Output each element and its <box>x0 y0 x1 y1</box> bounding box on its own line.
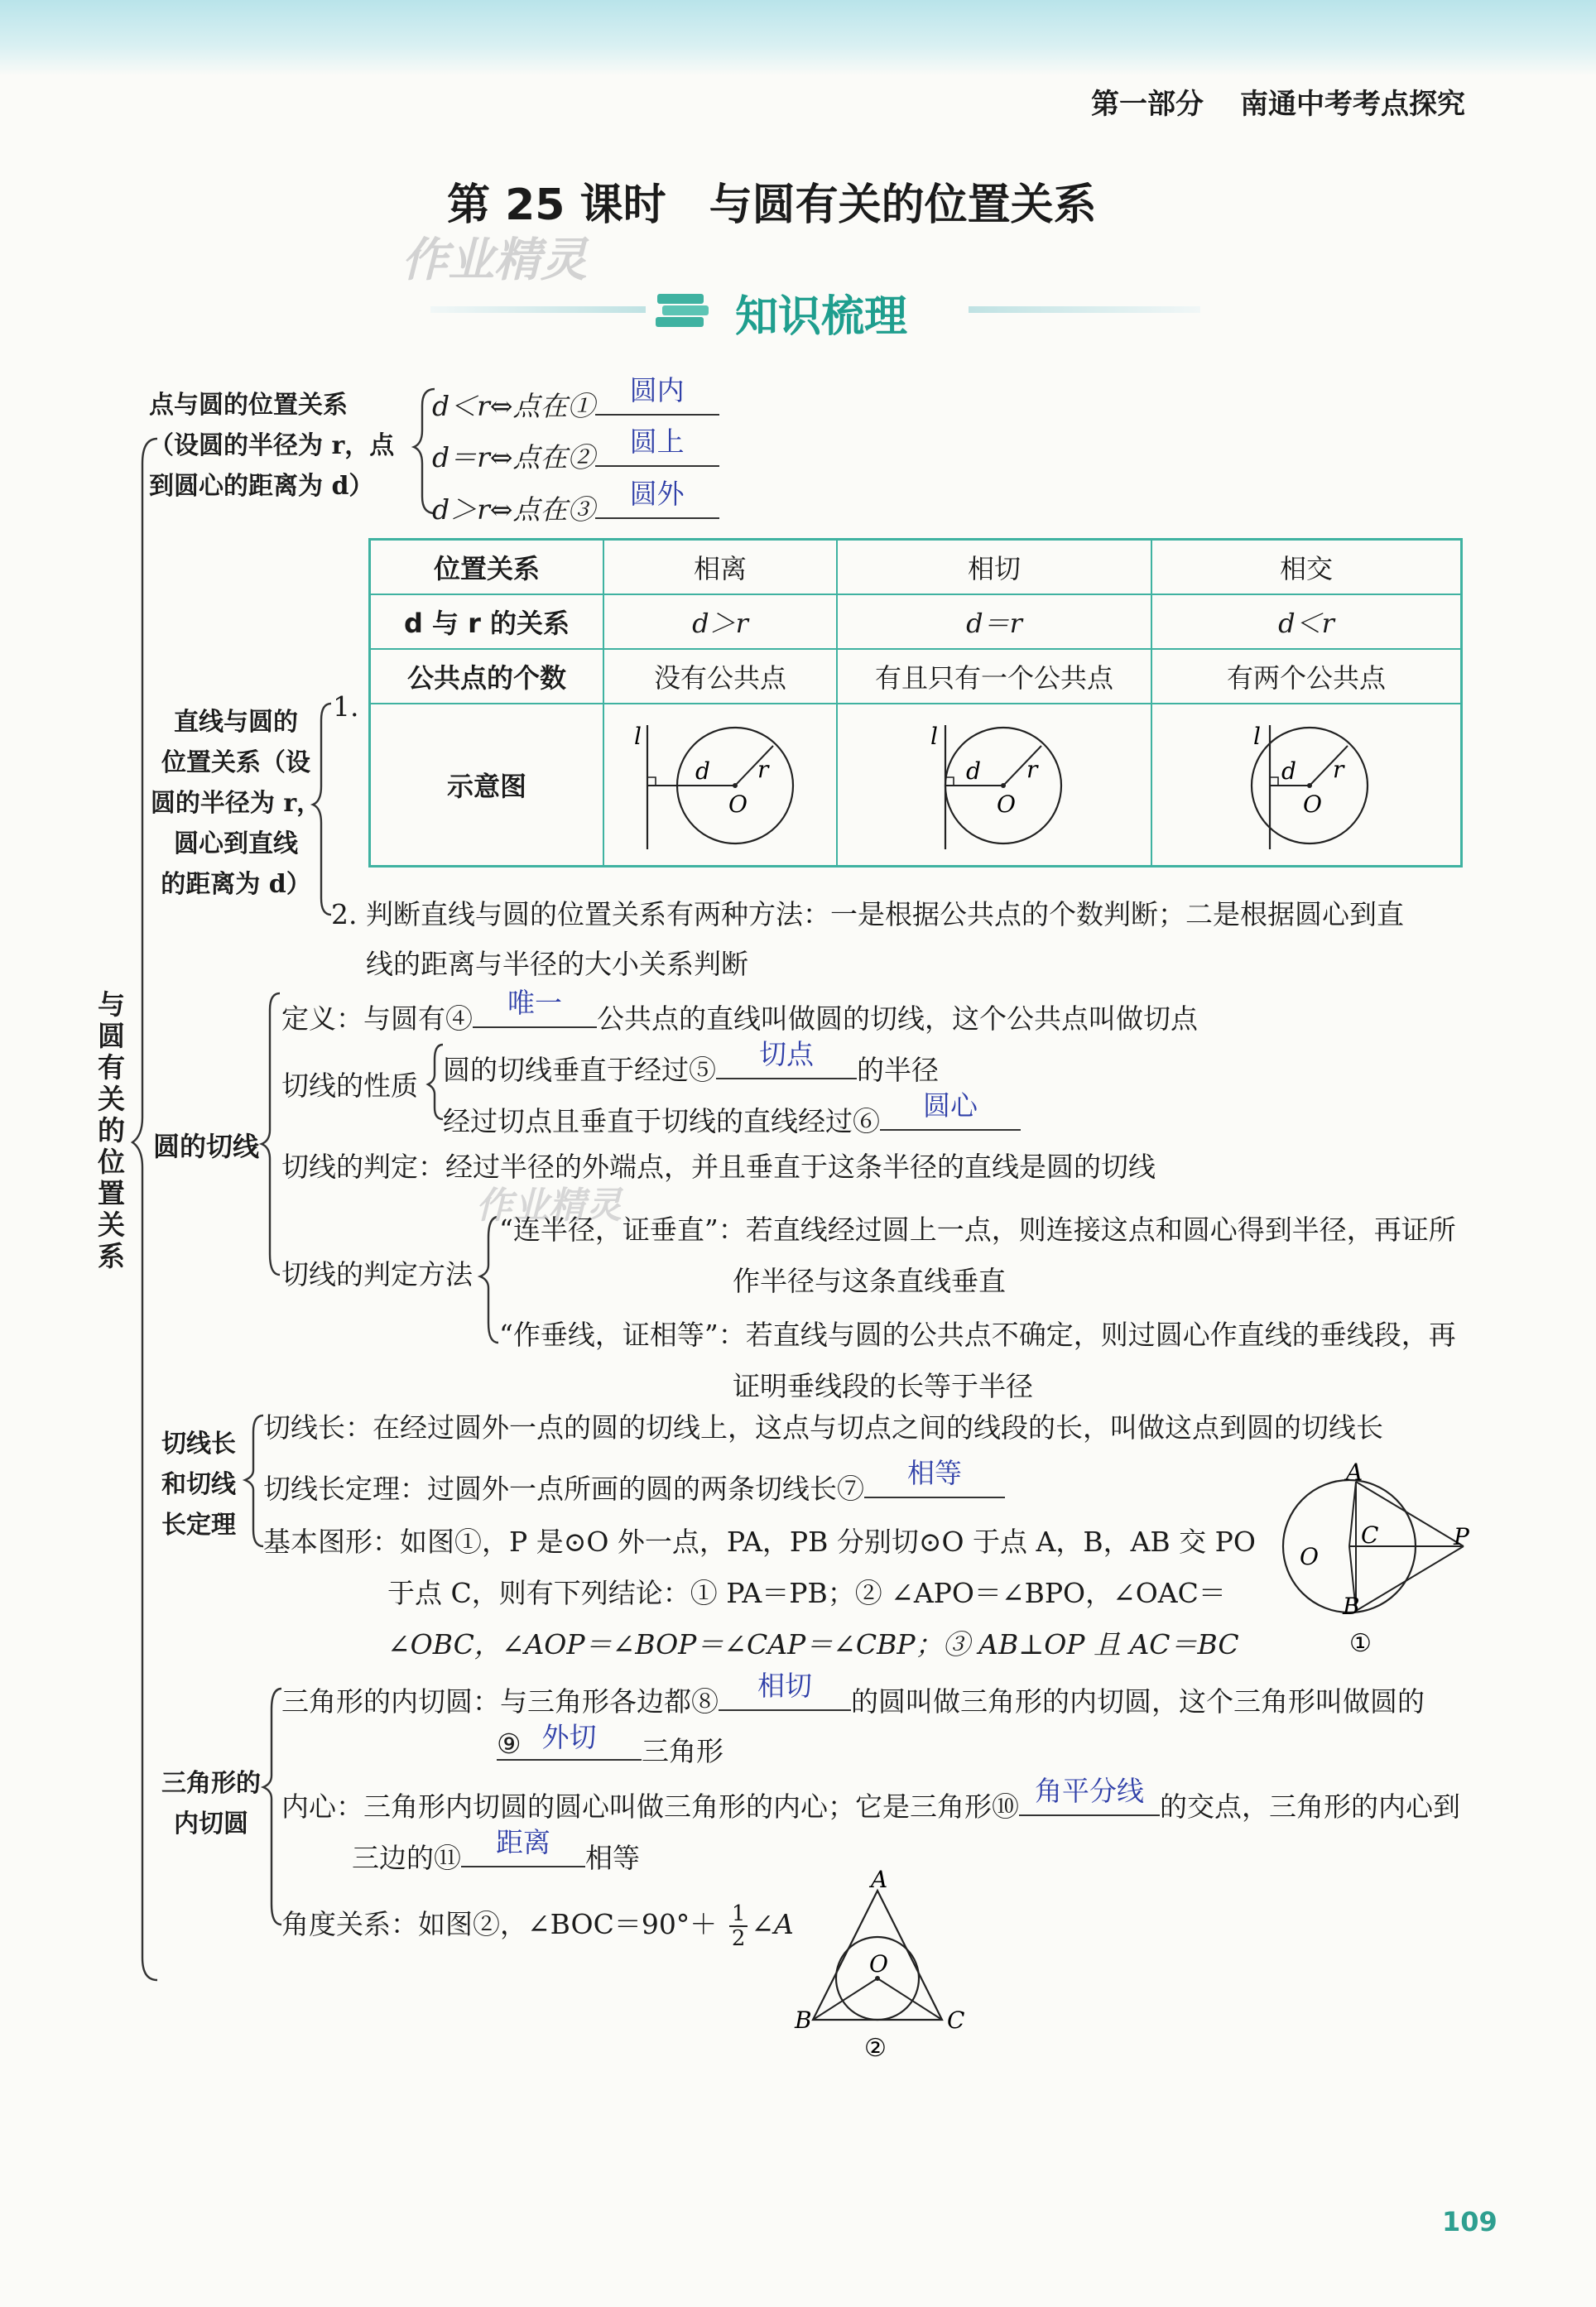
tanlen-def: 切线长：在经过圆外一点的圆的切线上，这点与切点之间的线段的长，叫做这点到圆的切线长 <box>263 1411 1383 1444</box>
tangent-method1 <box>499 1204 1456 1307</box>
text: 经过切点且垂直于切线的直线经过⑥ <box>443 1105 880 1137</box>
fig-label-B: B <box>1343 1593 1360 1620</box>
answer-text: 距离 <box>496 1826 550 1858</box>
point-row-cond: d＜r⇔点在① <box>432 390 595 422</box>
tanlen-theorem <box>263 1457 1005 1506</box>
page-title: 第 25 课时 与圆有关的位置关系 <box>447 180 1097 230</box>
table-cell: 相离 <box>603 540 837 595</box>
fig-label-O: O <box>1300 1543 1319 1570</box>
line-note-line: 2. 判断直线与圆的位置关系有两种方法：一是根据公共点的个数判断；二是根据圆心到直 <box>331 898 1404 930</box>
answer-blank[interactable] <box>719 1670 851 1711</box>
text: 公共点的直线叫做圆的切线，这个公共点叫做切点 <box>597 1002 1198 1035</box>
line-label-line: 位置关系（设 <box>161 748 310 777</box>
page-number: 109 <box>1442 2206 1497 2237</box>
tanlen-label-line: 和切线 <box>161 1470 236 1499</box>
table-cell-diagram <box>1151 704 1462 867</box>
fig-label-C: C <box>947 2007 965 2034</box>
method-line: “作垂线，证相等”：若直线与圆的公共点不确定，则过圆心作直线的垂线段，再 <box>499 1319 1456 1351</box>
answer-blank[interactable] <box>461 1826 585 1867</box>
answer-text: 圆内 <box>629 374 685 406</box>
method-line: “连半径，证垂直”：若直线经过圆上一点，则连接这点和圆心得到半径，再证所 <box>499 1214 1456 1246</box>
fig-label-r: r <box>1333 756 1344 783</box>
fig-label-r: r <box>757 756 769 783</box>
point-row <box>432 425 719 474</box>
fig-label-d: d <box>1281 757 1296 785</box>
figure-2 <box>795 1866 965 2063</box>
table-cell: d＝r <box>837 594 1151 649</box>
header-section: 第一部分 <box>1091 88 1204 121</box>
table-row <box>370 540 1462 595</box>
point-label <box>149 385 422 507</box>
table-cell: d 与 r 的关系 <box>370 594 604 649</box>
fig-label-r: r <box>1026 756 1038 783</box>
answer-blank[interactable] <box>880 1089 1021 1131</box>
tangent-diagram <box>838 704 1151 865</box>
fig-label-O: O <box>869 1950 888 1978</box>
item-number: 1. <box>333 690 359 723</box>
tanlen-label-line: 长定理 <box>161 1511 236 1540</box>
incircle-label-line: 内切圆 <box>174 1810 248 1838</box>
fig-label-O: O <box>997 791 1016 818</box>
fraction <box>729 1902 748 1950</box>
answer-text: 相切 <box>757 1670 812 1702</box>
text: 的交点，三角形的内心到 <box>1160 1790 1460 1823</box>
point-label-line: 到圆心的距离为 d） <box>149 472 374 501</box>
root-label: 与圆有关的位置关系 <box>98 988 125 1272</box>
fig-label-l: l <box>634 723 642 750</box>
point-label-line: 点与圆的位置关系 <box>149 391 348 420</box>
fig-label-C: C <box>1361 1521 1379 1549</box>
text: ∠A <box>751 1908 794 1940</box>
fraction-denominator: 2 <box>731 1926 746 1951</box>
fig-label-d: d <box>966 757 981 785</box>
text: 三角形的内切圆：与三角形各边都⑧ <box>281 1685 719 1718</box>
fig-label-l: l <box>930 723 938 750</box>
underline <box>497 1759 642 1761</box>
fig-label-l: l <box>1253 723 1261 750</box>
line-label-line: 圆心到直线 <box>174 829 298 858</box>
section-heading: 知识梳理 <box>735 292 908 342</box>
table-cell: 没有公共点 <box>603 649 837 704</box>
table-cell: d＜r <box>1151 594 1462 649</box>
incircle-center <box>281 1775 1460 1824</box>
basic-line: 于点 C，则有下列结论：① PA＝PB；② ∠APO＝∠BPO，∠OAC＝ <box>387 1577 1226 1609</box>
table-cell: 位置关系 <box>370 540 604 595</box>
table-cell-diagram <box>837 704 1151 867</box>
table-cell: 有且只有一个公共点 <box>837 649 1151 704</box>
text: ⑨ <box>497 1728 522 1760</box>
text: 角度关系：如图②，∠BOC＝90°＋ <box>281 1908 718 1940</box>
point-label-line: （设圆的半径为 r，点 <box>149 431 395 460</box>
text: 圆的切线垂直于经过⑤ <box>443 1054 716 1086</box>
text: 相等 <box>585 1842 640 1874</box>
line-note <box>331 890 1404 989</box>
watermark: 作业精灵 <box>401 233 587 287</box>
answer-blank[interactable] <box>595 425 719 467</box>
fig-number: ① <box>1349 1629 1372 1658</box>
point-row-cond: d＝r⇔点在② <box>432 441 595 473</box>
answer-blank[interactable] <box>595 374 719 416</box>
table-cell: 公共点的个数 <box>370 649 604 704</box>
tangent-method-label: 切线的判定方法 <box>281 1258 473 1290</box>
answer-text: 圆外 <box>629 478 685 510</box>
table-cell: d＞r <box>603 594 837 649</box>
answer-blank[interactable] <box>864 1457 1005 1498</box>
line-label-line: 圆的半径为 r， <box>150 789 322 818</box>
incircle-center-b <box>352 1826 640 1875</box>
tanlen-label-line: 切线长 <box>161 1430 236 1459</box>
table-cell: 示意图 <box>370 704 604 867</box>
table-cell: 有两个公共点 <box>1151 649 1462 704</box>
watermark-small: 作业精灵 <box>476 1185 622 1227</box>
answer-blank[interactable] <box>716 1038 857 1079</box>
incircle-def-b <box>497 1721 723 1768</box>
tangent-judge: 切线的判定：经过半径的外端点，并且垂直于这条半径的直线是圆的切线 <box>281 1151 1156 1183</box>
answer-text: 圆心 <box>923 1089 978 1122</box>
text: 定义：与圆有④ <box>281 1002 473 1035</box>
method-line: 作半径与这条直线垂直 <box>733 1265 1006 1297</box>
fig-label-A: A <box>871 1866 888 1893</box>
table-row <box>370 594 1462 649</box>
text: 的半径 <box>857 1054 939 1086</box>
incircle-def <box>281 1670 1425 1718</box>
tanlen-basic <box>263 1516 1256 1670</box>
text: 内心：三角形内切圆的圆心叫做三角形的内心；它是三角形⑩ <box>281 1790 1019 1823</box>
separate-diagram <box>604 704 836 865</box>
answer-blank[interactable] <box>595 478 719 519</box>
incircle-angle <box>281 1902 794 1950</box>
method-line: 证明垂线段的长等于半径 <box>733 1370 1033 1402</box>
text: 的圆叫做三角形的内切圆，这个三角形叫做圆的 <box>851 1685 1425 1718</box>
tangent-prop1 <box>443 1038 939 1087</box>
figure-1 <box>1258 1459 1473 1664</box>
answer-text: 外切 <box>541 1721 597 1753</box>
point-row-cond: d＞r⇔点在③ <box>432 493 595 526</box>
table-cell: 相切 <box>837 540 1151 595</box>
tanlen-label <box>149 1424 248 1545</box>
table-row <box>370 649 1462 704</box>
line-note-line: 线的距离与半径的大小关系判断 <box>366 948 748 980</box>
point-row <box>432 374 719 423</box>
table-cell-diagram <box>603 704 837 867</box>
tangent-prop2 <box>443 1089 1021 1138</box>
line-label-line: 的距离为 d） <box>161 870 311 899</box>
answer-blank[interactable] <box>473 987 597 1028</box>
answer-text: 圆上 <box>629 425 685 458</box>
fig-label-d: d <box>695 757 710 785</box>
tangent-prop-label: 切线的性质 <box>281 1069 418 1102</box>
intersect-diagram <box>1152 704 1467 865</box>
line-label-line: 直线与圆的 <box>174 708 298 737</box>
fig-number: ② <box>864 2034 887 2063</box>
tangent-def <box>281 987 1198 1036</box>
fraction-numerator: 1 <box>729 1902 748 1927</box>
line-label <box>149 702 323 905</box>
answer-text: 角平分线 <box>1035 1775 1144 1807</box>
table-cell: 相交 <box>1151 540 1462 595</box>
text: 切线长定理：过圆外一点所画的圆的两条切线长⑦ <box>263 1473 864 1505</box>
header-subtitle: 南通中考考点探究 <box>1240 88 1465 121</box>
answer-blank[interactable] <box>1019 1775 1160 1816</box>
answer-blank[interactable] <box>497 1721 642 1761</box>
fig-label-O: O <box>728 791 748 818</box>
incircle-label <box>149 1763 273 1844</box>
point-row <box>432 478 719 526</box>
tangent-label: 圆的切线 <box>153 1131 260 1162</box>
table-row <box>370 704 1462 867</box>
text: 三角形 <box>642 1735 723 1767</box>
answer-text: 切点 <box>759 1038 814 1070</box>
text: 三边的⑪ <box>352 1842 461 1874</box>
fig-label-A: A <box>1346 1459 1363 1486</box>
tangent-method2 <box>499 1310 1456 1412</box>
answer-text: 唯一 <box>507 987 562 1019</box>
incircle-label-line: 三角形的 <box>161 1769 261 1798</box>
answer-text: 相等 <box>907 1457 962 1489</box>
basic-line: ∠OBC，∠AOP＝∠BOP＝∠CAP＝∠CBP；③ AB⊥OP 且 AC＝BC <box>387 1628 1239 1661</box>
relation-table <box>368 538 1463 868</box>
fig-label-B: B <box>795 2007 812 2034</box>
basic-line: 基本图形：如图①，P 是⊙O 外一点，PA，PB 分别切⊙O 于点 A，B，AB 交 PO <box>263 1526 1256 1558</box>
fig-label-P: P <box>1454 1523 1469 1550</box>
fig-label-O: O <box>1303 791 1322 818</box>
